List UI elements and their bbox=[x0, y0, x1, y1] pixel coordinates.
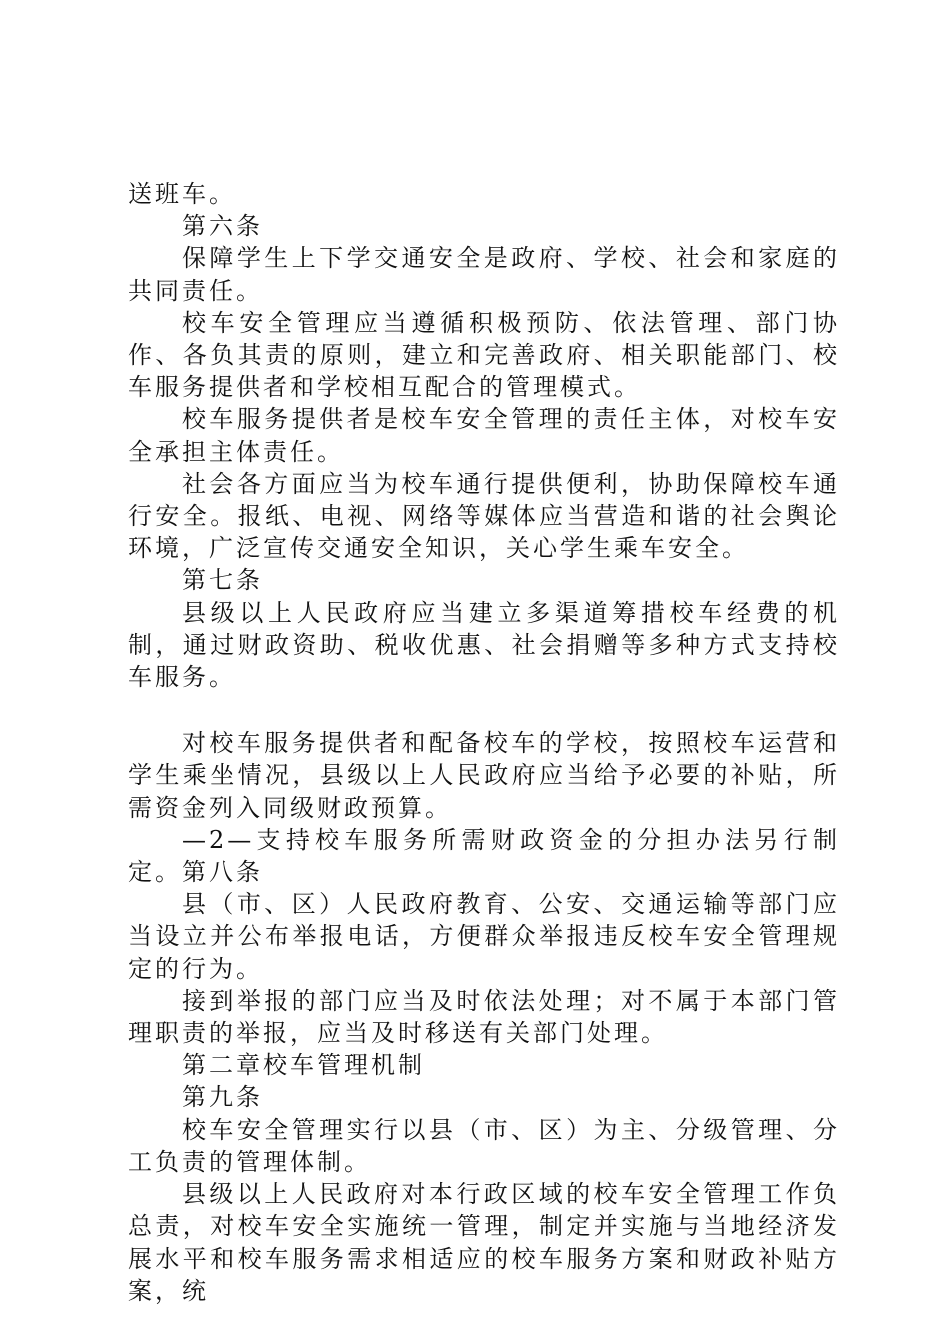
blank-line bbox=[128, 693, 840, 727]
paragraph: 校车安全管理实行以县（市、区）为主、分级管理、分工负责的管理体制。 bbox=[128, 1115, 840, 1176]
paragraph: 校车安全管理应当遵循积极预防、依法管理、部门协作、各负其责的原则，建立和完善政府、相关职能部门、校车服务提供者和学校相互配合的管理模式。 bbox=[128, 308, 840, 402]
paragraph: 校车服务提供者是校车安全管理的责任主体，对校车安全承担主体责任。 bbox=[128, 405, 840, 466]
article-9-heading: 第九条 bbox=[182, 1083, 263, 1112]
chapter-2-heading: 第二章校车管理机制 bbox=[182, 1051, 425, 1080]
paragraph: 社会各方面应当为校车通行提供便利，协助保障校车通行安全。报纸、电视、网络等媒体应当营造和谐的社会舆论环境，广泛宣传交通安全知识，关心学生乘车安全。 bbox=[128, 469, 840, 563]
paragraph-with-page-number: —2—支持校车服务所需财政资金的分担办法另行制定。第八条 bbox=[128, 825, 840, 887]
paragraph: 对校车服务提供者和配备校车的学校，按照校车运营和学生乘坐情况，县级以上人民政府应当给予必要的补贴，所需资金列入同级财政预算。 bbox=[128, 729, 840, 822]
paragraph: 接到举报的部门应当及时依法处理；对不属于本部门管理职责的举报，应当及时移送有关部门处理。 bbox=[128, 986, 840, 1048]
paragraph: 县级以上人民政府应当建立多渠道筹措校车经费的机制，通过财政资助、税收优惠、社会捐赠等多种方式支持校车服务。 bbox=[128, 598, 840, 692]
article-7-heading: 第七条 bbox=[182, 566, 263, 595]
article-6-heading: 第六条 bbox=[182, 212, 263, 241]
paragraph-continuation: 送班车。 bbox=[128, 180, 236, 208]
document-page bbox=[128, 178, 840, 1307]
paragraph: 县级以上人民政府对本行政区域的校车安全管理工作负总责，对校车安全实施统一管理，制定并实施与当地经济发展水平和校车服务需求相适应的校车服务方案和财政补贴方案，统 bbox=[128, 1180, 840, 1305]
paragraph: 保障学生上下学交通安全是政府、学校、社会和家庭的共同责任。 bbox=[128, 244, 840, 305]
paragraph: 县（市、区）人民政府教育、公安、交通运输等部门应当设立并公布举报电话，方便群众举报违反校车安全管理规定的行为。 bbox=[128, 890, 840, 983]
